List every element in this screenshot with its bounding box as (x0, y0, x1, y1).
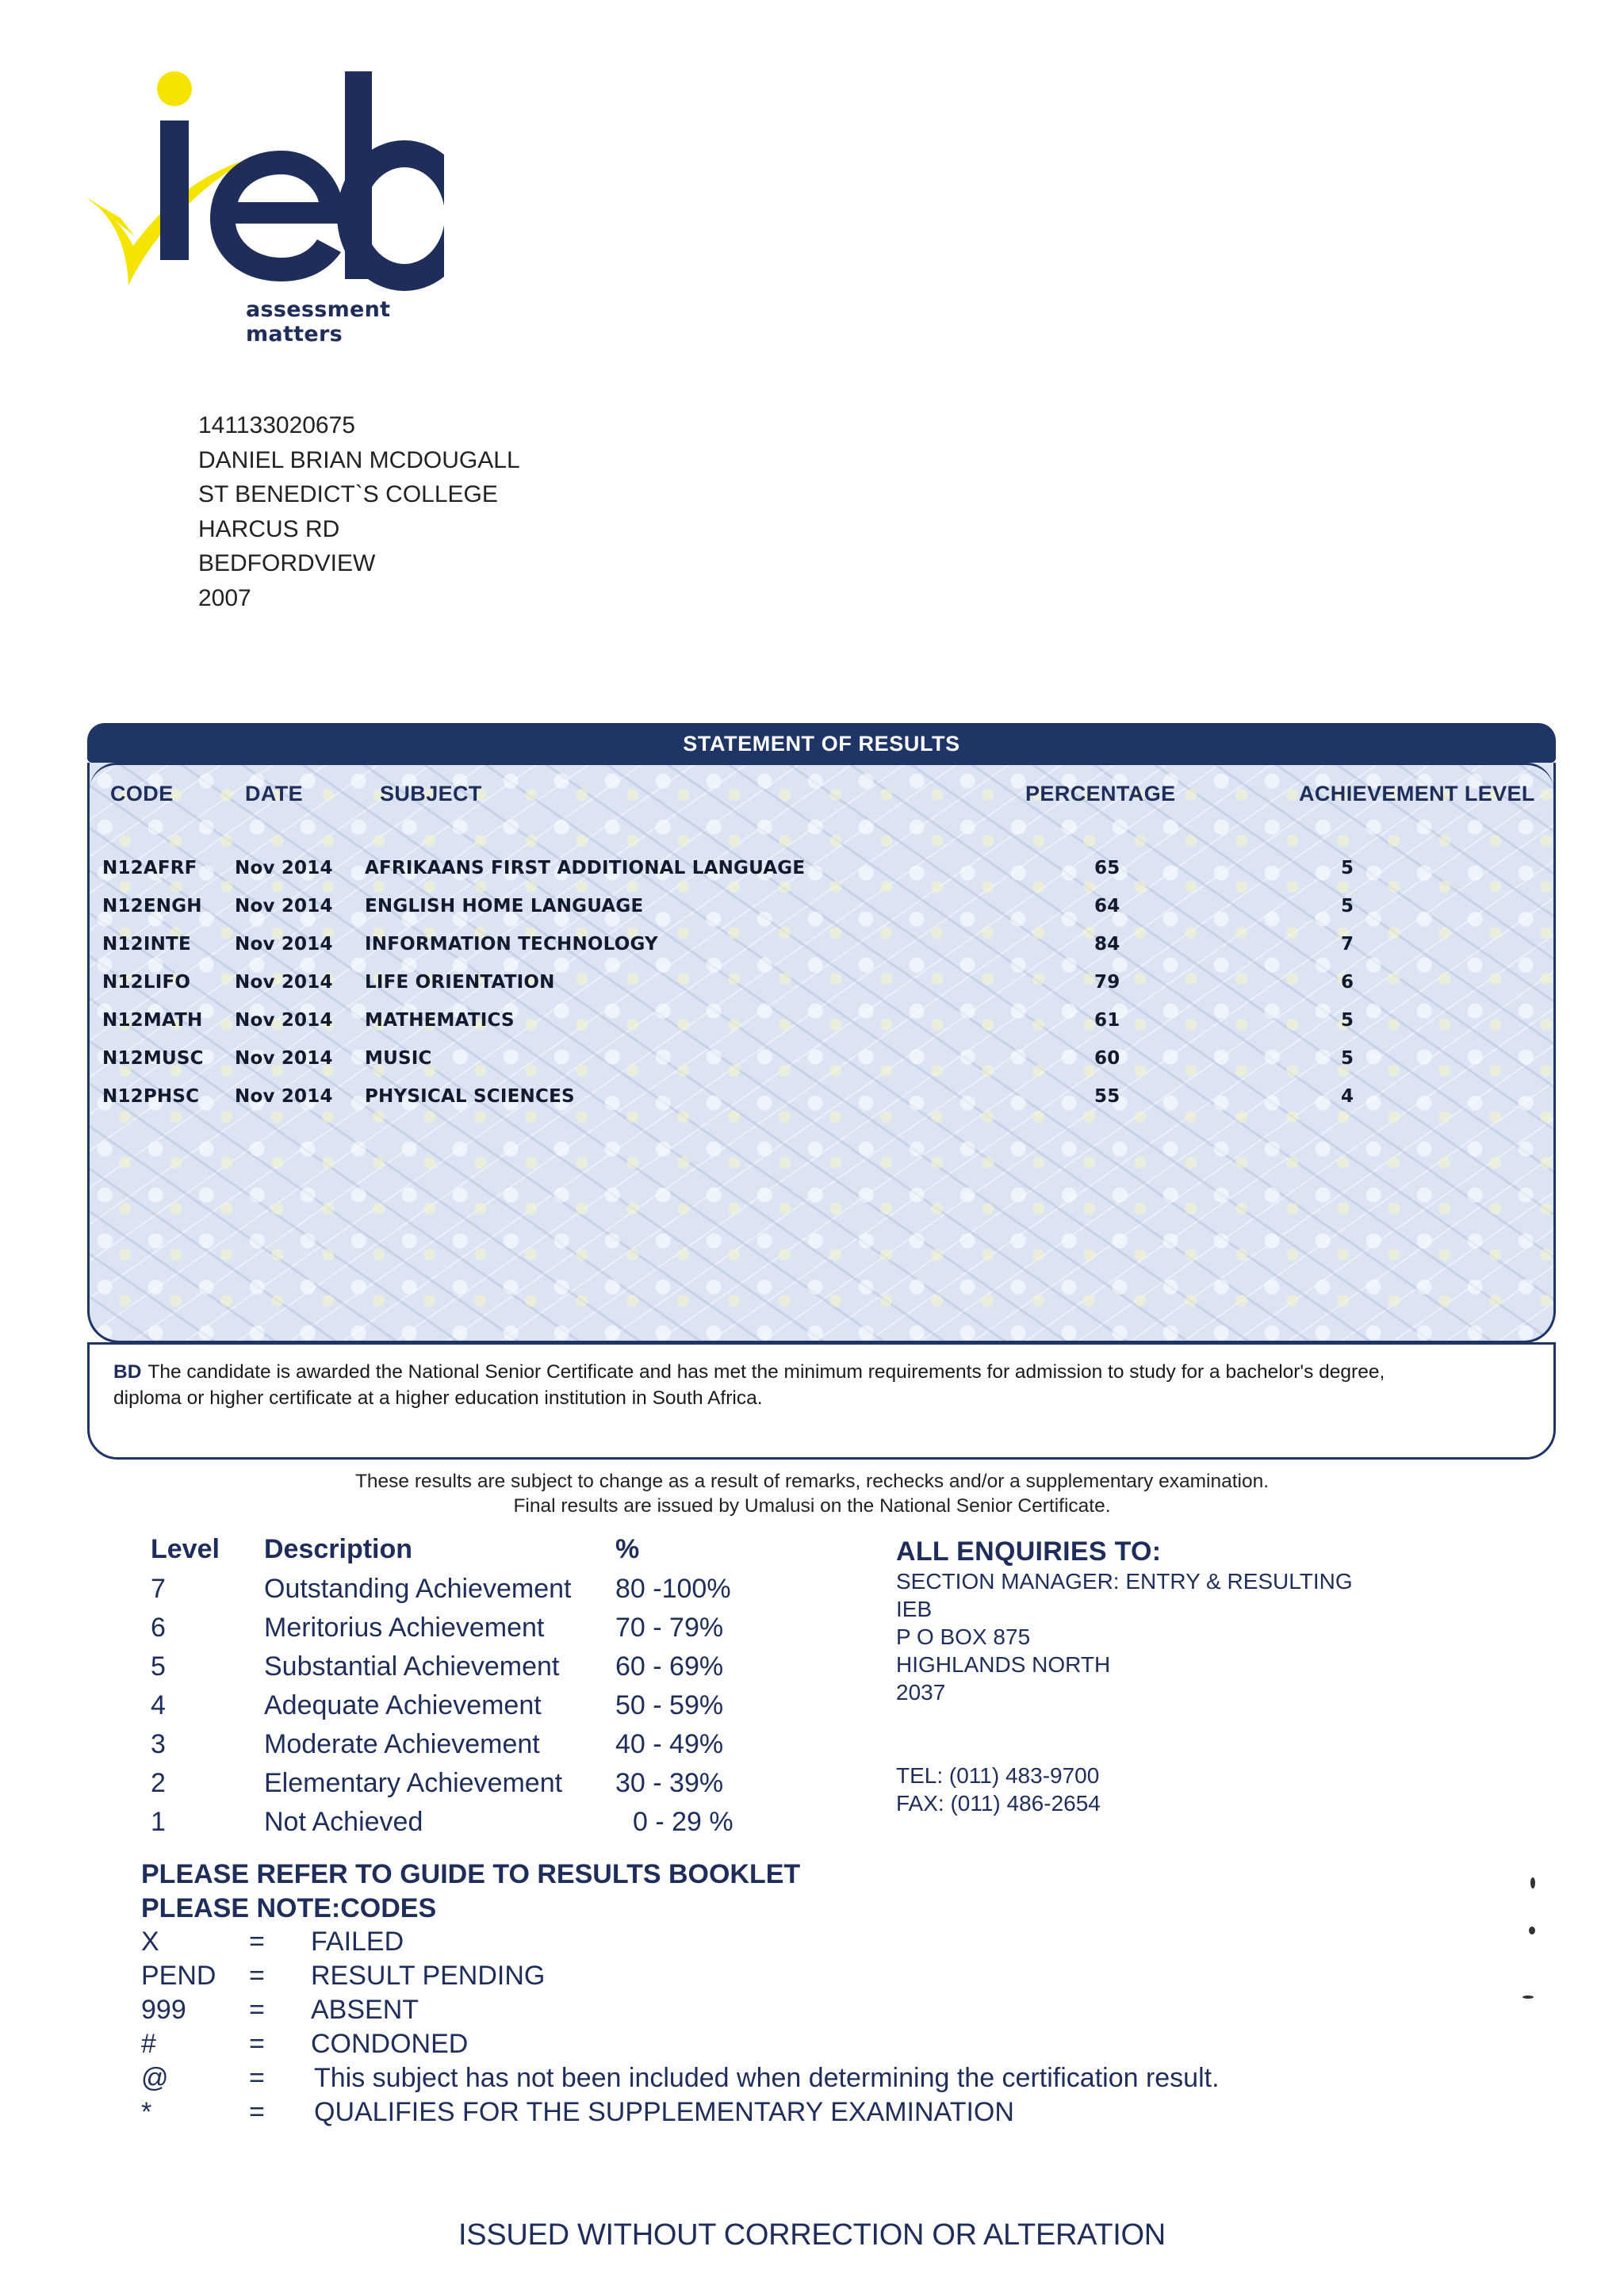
result-cell-level: 6 (1341, 972, 1354, 993)
result-cell-level: 7 (1341, 934, 1354, 955)
code-eq: = (249, 2029, 265, 2059)
result-cell-subject: PHYSICAL SCIENCES (365, 1086, 575, 1107)
disclaimer-line-2: Final results are issued by Umalusi on the National Senior Certificate. (513, 1495, 1111, 1517)
code-meaning: RESULT PENDING (311, 1961, 546, 1991)
result-cell-level: 5 (1341, 896, 1354, 916)
logo-tagline: assessment matters (246, 297, 391, 346)
code-meaning: QUALIFIES FOR THE SUPPLEMENTARY EXAMINATION (314, 2097, 1014, 2127)
refer-guide-note: PLEASE REFER TO GUIDE TO RESULTS BOOKLET (141, 1859, 801, 1889)
result-cell-date: Nov 2014 (235, 858, 333, 878)
code-symbol: PEND (141, 1961, 216, 1991)
level-cell-description: Adequate Achievement (264, 1690, 542, 1720)
level-row (0, 1690, 793, 1729)
header-achievement-level: ACHIEVEMENT LEVEL (1299, 782, 1535, 806)
level-cell-description: Elementary Achievement (264, 1768, 563, 1798)
enquiries-line-3: P O BOX 875 (896, 1624, 1031, 1649)
code-eq: = (249, 1961, 265, 1991)
level-cell-level: 4 (151, 1690, 166, 1720)
disclaimer-line-1: These results are subject to change as a result of remarks, rechecks and/or a supplementary examination. (354, 1471, 1270, 1492)
result-cell-code: N12LIFO (102, 972, 191, 993)
enquiries-tel: TEL: (011) 483-9700 (896, 1763, 1100, 1788)
result-row (90, 1086, 1553, 1124)
level-cell-range: 50 - 59% (615, 1690, 724, 1720)
note-text: The candidate is awarded the National Senior Certificate and has met the minimum requirements for admission to study for a bachelor's degree, (147, 1361, 1385, 1383)
result-cell-code: N12MUSC (102, 1048, 204, 1069)
code-meaning: CONDONED (311, 2029, 469, 2059)
level-row (0, 1613, 793, 1651)
result-cell-code: N12MATH (102, 1010, 203, 1031)
result-cell-date: Nov 2014 (235, 1086, 333, 1107)
result-cell-percentage: 55 (1094, 1086, 1120, 1107)
code-row (141, 1995, 1489, 2029)
result-cell-subject: ENGLISH HOME LANGUAGE (365, 896, 644, 916)
result-cell-level: 4 (1341, 1086, 1354, 1107)
result-row (90, 896, 1553, 934)
note-text-2: diploma or higher certificate at a higher education institution in South Africa. (113, 1387, 763, 1409)
enquiries-fax: FAX: (011) 486-2654 (896, 1791, 1101, 1816)
ieb-logo (79, 55, 444, 346)
result-cell-code: N12PHSC (102, 1086, 200, 1107)
result-cell-date: Nov 2014 (235, 1010, 333, 1031)
result-cell-level: 5 (1341, 1048, 1354, 1069)
result-row (90, 934, 1553, 972)
code-eq: = (249, 2097, 265, 2127)
result-cell-code: N12INTE (102, 934, 191, 955)
result-row (90, 1010, 1553, 1048)
percent-header: % (615, 1534, 640, 1564)
code-symbol: # (141, 2029, 156, 2059)
scan-speck (1530, 1877, 1535, 1888)
disclaimer (0, 1469, 1624, 1518)
code-symbol: @ (141, 2063, 169, 2093)
result-cell-date: Nov 2014 (235, 934, 333, 955)
postal-code: 2007 (198, 584, 251, 611)
result-cell-level: 5 (1341, 1010, 1354, 1031)
level-row (0, 1574, 793, 1613)
description-header: Description (264, 1534, 413, 1564)
school-name: ST BENEDICT`S COLLEGE (198, 481, 498, 507)
candidate-number: 141133020675 (198, 412, 355, 438)
code-row (141, 1927, 1489, 1961)
level-cell-description: Outstanding Achievement (264, 1574, 572, 1604)
code-symbol: * (141, 2097, 152, 2127)
candidate-name: DANIEL BRIAN MCDOUGALL (198, 446, 520, 473)
level-row (0, 1768, 793, 1807)
result-cell-date: Nov 2014 (235, 896, 333, 916)
code-eq: = (249, 1995, 265, 2025)
certificate-note (87, 1342, 1556, 1460)
result-row (90, 858, 1553, 896)
level-cell-range: 30 - 39% (615, 1768, 724, 1798)
code-meaning: FAILED (311, 1927, 404, 1957)
level-cell-level: 6 (151, 1613, 166, 1643)
ieb-logo-mark-icon (79, 55, 444, 293)
level-cell-level: 5 (151, 1651, 166, 1682)
recipient-address (198, 408, 520, 615)
level-row (0, 1729, 793, 1768)
result-cell-code: N12AFRF (102, 858, 197, 878)
results-table (87, 763, 1556, 1343)
level-cell-range: 40 - 49% (615, 1729, 724, 1759)
code-symbol: 999 (141, 1995, 186, 2025)
code-eq: = (249, 2063, 265, 2093)
result-cell-date: Nov 2014 (235, 972, 333, 993)
result-row (90, 972, 1553, 1010)
header-percentage: PERCENTAGE (1025, 782, 1176, 806)
level-cell-range: 0 - 29 % (633, 1807, 733, 1837)
level-row (0, 1807, 793, 1846)
result-cell-subject: AFRIKAANS FIRST ADDITIONAL LANGUAGE (365, 858, 806, 878)
enquiries-line-5: 2037 (896, 1680, 946, 1705)
level-cell-description: Moderate Achievement (264, 1729, 540, 1759)
code-symbol: X (141, 1927, 159, 1957)
level-cell-description: Not Achieved (264, 1807, 423, 1837)
code-meaning: ABSENT (311, 1995, 419, 2025)
statement-title-bar (87, 723, 1556, 763)
enquiries-line-1: SECTION MANAGER: ENTRY & RESULTING (896, 1569, 1353, 1594)
level-header: Level (151, 1534, 220, 1564)
result-cell-subject: MATHEMATICS (365, 1010, 515, 1031)
enquiries-line-2: IEB (896, 1597, 933, 1621)
level-cell-description: Substantial Achievement (264, 1651, 560, 1682)
header-subject: SUBJECT (380, 782, 482, 806)
level-cell-range: 70 - 79% (615, 1613, 724, 1643)
result-cell-date: Nov 2014 (235, 1048, 333, 1069)
codes-title: PLEASE NOTE:CODES (141, 1893, 437, 1923)
level-cell-level: 1 (151, 1807, 166, 1837)
level-cell-level: 7 (151, 1574, 166, 1604)
header-date: DATE (245, 782, 304, 806)
code-row (141, 2097, 1489, 2131)
result-cell-subject: INFORMATION TECHNOLOGY (365, 934, 658, 955)
code-row (141, 2063, 1489, 2097)
code-row (141, 2029, 1489, 2063)
street: HARCUS RD (198, 515, 340, 542)
enquiries-block (896, 1536, 1353, 1817)
header-code: CODE (110, 782, 174, 806)
statement-title: STATEMENT OF RESULTS (683, 732, 960, 756)
issued-statement: ISSUED WITHOUT CORRECTION OR ALTERATION (458, 2218, 1166, 2252)
result-row (90, 1048, 1553, 1086)
result-cell-percentage: 65 (1094, 858, 1120, 878)
result-cell-subject: MUSIC (365, 1048, 432, 1069)
result-cell-percentage: 60 (1094, 1048, 1120, 1069)
code-row (141, 1961, 1489, 1995)
result-cell-code: N12ENGH (102, 896, 202, 916)
level-cell-range: 60 - 69% (615, 1651, 724, 1682)
result-cell-percentage: 84 (1094, 934, 1120, 955)
level-row (0, 1651, 793, 1690)
result-cell-percentage: 61 (1094, 1010, 1120, 1031)
level-cell-level: 2 (151, 1768, 166, 1798)
scan-speck (1522, 1996, 1534, 1999)
enquiries-title: ALL ENQUIRIES TO: (896, 1536, 1162, 1567)
code-eq: = (249, 1927, 265, 1957)
result-cell-percentage: 64 (1094, 896, 1120, 916)
suburb: BEDFORDVIEW (198, 550, 376, 576)
result-cell-level: 5 (1341, 858, 1354, 878)
scan-speck (1529, 1927, 1535, 1934)
level-cell-range: 80 -100% (615, 1574, 731, 1604)
note-code: BD (113, 1361, 142, 1383)
result-cell-percentage: 79 (1094, 972, 1120, 993)
level-cell-level: 3 (151, 1729, 166, 1759)
enquiries-line-4: HIGHLANDS NORTH (896, 1652, 1111, 1677)
level-cell-description: Meritorius Achievement (264, 1613, 545, 1643)
result-cell-subject: LIFE ORIENTATION (365, 972, 555, 993)
code-meaning: This subject has not been included when determining the certification result. (314, 2063, 1220, 2093)
